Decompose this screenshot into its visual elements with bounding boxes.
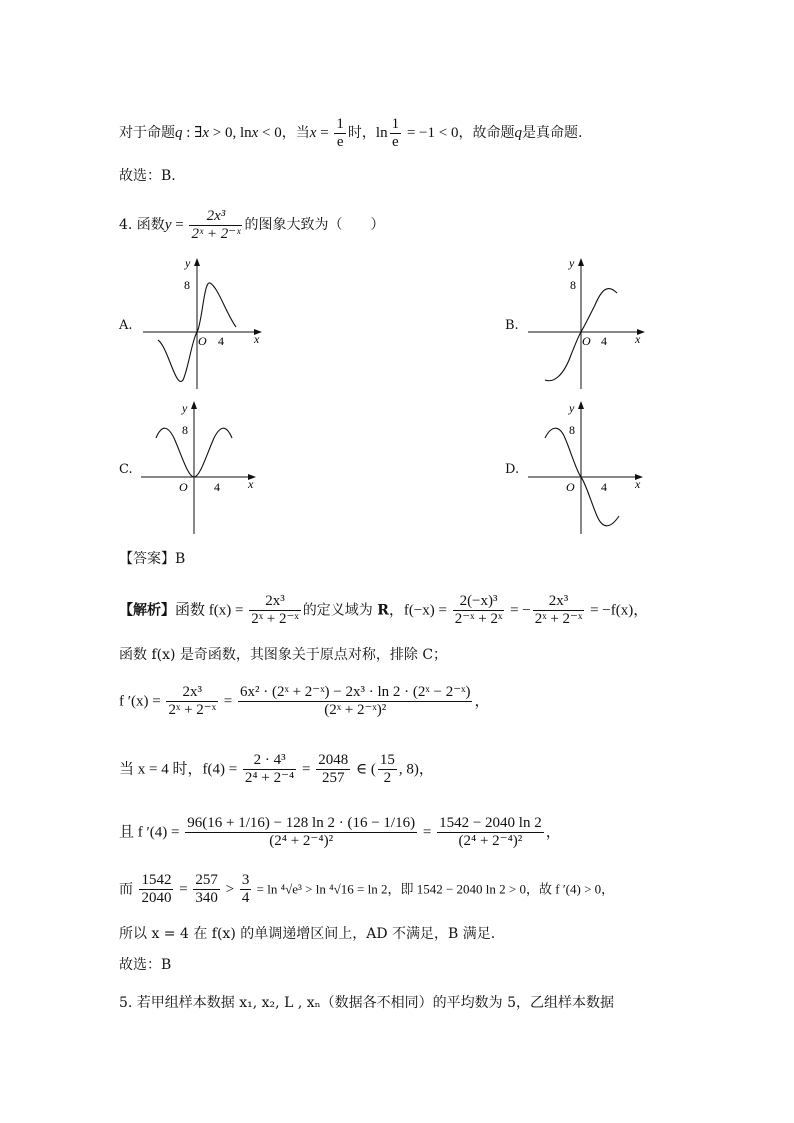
- numerator: 257: [195, 872, 218, 888]
- text: 而: [119, 881, 138, 898]
- fraction: [238, 684, 472, 719]
- analysis-line-7: 所以 x = 4 在 f(x) 的单调递增区间上，AD 不满足，B 满足.: [119, 926, 496, 942]
- numerator: 15: [379, 752, 395, 768]
- fraction: [533, 593, 585, 628]
- text: = −1 < 0: [403, 124, 459, 141]
- fraction-1-over-e: [334, 116, 346, 151]
- analysis-heading: 【解析】: [119, 602, 175, 619]
- numerator: 2x³: [249, 593, 301, 611]
- text: ln: [375, 124, 388, 141]
- fraction: [240, 872, 252, 907]
- tick-label-4: 4: [218, 334, 224, 348]
- fraction: [316, 752, 350, 787]
- denominator: (2⁴ + 2⁻⁴)²: [269, 833, 334, 849]
- analysis-line-5: [119, 815, 561, 850]
- numerator: 2x³: [166, 684, 218, 702]
- fraction-1-over-e: [390, 116, 402, 151]
- text: ，当: [281, 124, 310, 141]
- numerator: 96(16 + 1/16) − 128 ln 2 · (16 − 1/16): [187, 815, 416, 831]
- proposition-q-line: [119, 116, 582, 151]
- tick-label-8: 8: [182, 423, 188, 437]
- denominator: 2ˣ + 2⁻ˣ: [168, 702, 217, 718]
- text: =: [298, 761, 315, 778]
- numerator: 2048: [318, 752, 349, 768]
- text: ∈ (: [352, 761, 376, 778]
- text: ，故命题: [458, 124, 515, 141]
- tick-label-4: 4: [601, 480, 607, 494]
- text: = −f(x)，: [586, 602, 649, 619]
- denominator: 4: [241, 890, 250, 906]
- text: < 0: [258, 124, 282, 141]
- denominator: 2⁴ + 2⁻⁴: [244, 770, 295, 786]
- origin-label: O: [179, 480, 188, 494]
- denominator: 2040: [141, 890, 172, 906]
- numerator: 1: [391, 116, 400, 132]
- denominator: 2: [383, 770, 392, 786]
- text: ，: [545, 824, 561, 841]
- denominator: e: [391, 134, 399, 150]
- option-d-label: D.: [505, 462, 520, 477]
- graph-b: [525, 255, 655, 395]
- numerator: 2x³: [533, 593, 585, 611]
- denominator: 2ˣ + 2⁻ˣ: [534, 611, 583, 627]
- tick-label-4: 4: [601, 334, 607, 348]
- tick-label-8: 8: [184, 278, 190, 292]
- denominator: (2ˣ + 2⁻ˣ)²: [324, 702, 387, 718]
- question-5: 5. 若甲组样本数据 x₁, x₂, L , xₙ（数据各不相同）的平均数为 5，乙组样本数据: [119, 995, 615, 1011]
- analysis-line-4: [119, 752, 434, 787]
- numerator: 2(−x)³: [453, 593, 505, 611]
- axis-label-y: y: [569, 256, 575, 270]
- denominator: (2⁴ + 2⁻⁴)²: [458, 833, 523, 849]
- text: =: [220, 693, 237, 710]
- text: = ln ⁴√e³ > ln ⁴√16 = ln 2，即 1542 − 2040 ln 2 > 0，故 f ′(4) > 0，: [253, 881, 615, 897]
- numerator: 2 · 4³: [243, 752, 296, 770]
- text: =: [171, 216, 188, 233]
- graph-a: [138, 255, 268, 395]
- denominator: 340: [195, 890, 218, 906]
- var-x: x: [251, 124, 259, 141]
- numerator: 1: [336, 116, 344, 132]
- text: >: [221, 881, 238, 898]
- text: 的定义域为: [302, 602, 378, 619]
- text: 函数 f(x) =: [175, 602, 248, 619]
- text: ，: [474, 693, 490, 710]
- origin-label: O: [198, 334, 207, 348]
- text: > 0, ln: [208, 124, 252, 141]
- text: =: [419, 824, 436, 841]
- denominator: 2ˣ + 2⁻ˣ: [191, 226, 241, 242]
- fraction: [378, 752, 397, 787]
- graph-c: [138, 398, 268, 538]
- tick-label-8: 8: [570, 278, 576, 292]
- var-x: x: [309, 124, 317, 141]
- var-q: q: [514, 124, 522, 141]
- numerator: 1542: [141, 872, 172, 888]
- fraction: [453, 593, 505, 628]
- fraction: [437, 815, 544, 850]
- fraction: [243, 752, 296, 787]
- origin-label: O: [582, 334, 591, 348]
- denominator: 2ˣ + 2⁻ˣ: [251, 611, 299, 627]
- text: =: [175, 881, 192, 898]
- text: 对于命题: [119, 124, 175, 141]
- analysis-line-8: 故选：B: [119, 957, 172, 973]
- text: : ∃: [182, 124, 203, 141]
- fraction: [139, 872, 173, 907]
- option-b-label: B.: [505, 318, 519, 333]
- fraction: [185, 815, 417, 850]
- fraction: [193, 872, 220, 907]
- var-y: y: [164, 216, 172, 233]
- text: f ′(x) =: [119, 693, 165, 710]
- axis-label-y: y: [182, 401, 188, 415]
- axis-label-x: x: [635, 332, 641, 346]
- numerator: 3: [241, 872, 250, 888]
- origin-label: O: [566, 480, 575, 494]
- graph-d: [525, 398, 655, 538]
- denominator: e: [336, 134, 344, 150]
- set-r: R: [377, 602, 389, 619]
- fraction: [166, 684, 218, 719]
- denominator: 257: [321, 770, 345, 786]
- text: , 8)，: [398, 761, 434, 778]
- analysis-line-3: [119, 684, 489, 719]
- text: ，f(−x) =: [388, 602, 451, 619]
- question-4: [119, 208, 384, 243]
- option-a-label: A.: [119, 318, 133, 333]
- axis-label-x: x: [254, 332, 260, 346]
- text: 当 x = 4 时，f(4) =: [119, 761, 241, 778]
- axis-label-y: y: [569, 401, 575, 415]
- text: 时，: [347, 124, 376, 141]
- text: =: [316, 124, 333, 141]
- denominator: 2⁻ˣ + 2ˣ: [454, 611, 503, 627]
- analysis-line-2: 函数 f(x) 是奇函数，其图象关于原点对称，排除 C；: [119, 647, 448, 663]
- numerator: 1542 − 2040 ln 2: [439, 815, 542, 831]
- option-c-label: C.: [119, 462, 133, 477]
- axis-label-y: y: [185, 256, 191, 270]
- text: 是真命题.: [521, 124, 583, 141]
- var-x: x: [202, 124, 209, 141]
- function-fraction: [189, 208, 242, 243]
- numerator: 6x² · (2ˣ + 2⁻ˣ) − 2x³ · ln 2 · (2ˣ − 2⁻ˣ): [240, 684, 471, 700]
- axis-label-x: x: [248, 477, 254, 491]
- choose-b-1: 故选：B.: [119, 168, 176, 184]
- tick-label-4: 4: [214, 480, 220, 494]
- text: 且 f ′(4) =: [119, 824, 184, 841]
- var-q: q: [175, 124, 183, 141]
- answer-line: 【答案】B: [119, 551, 186, 567]
- analysis-line-1: [119, 593, 648, 628]
- numerator: 2x³: [189, 208, 242, 226]
- text: 的图象大致为（ ）: [244, 216, 385, 233]
- tick-label-8: 8: [569, 423, 575, 437]
- question-number: 4. 函数: [119, 216, 165, 233]
- text: = −: [506, 602, 531, 619]
- analysis-line-6: [119, 872, 614, 907]
- axis-label-x: x: [635, 477, 641, 491]
- fraction: [249, 593, 301, 628]
